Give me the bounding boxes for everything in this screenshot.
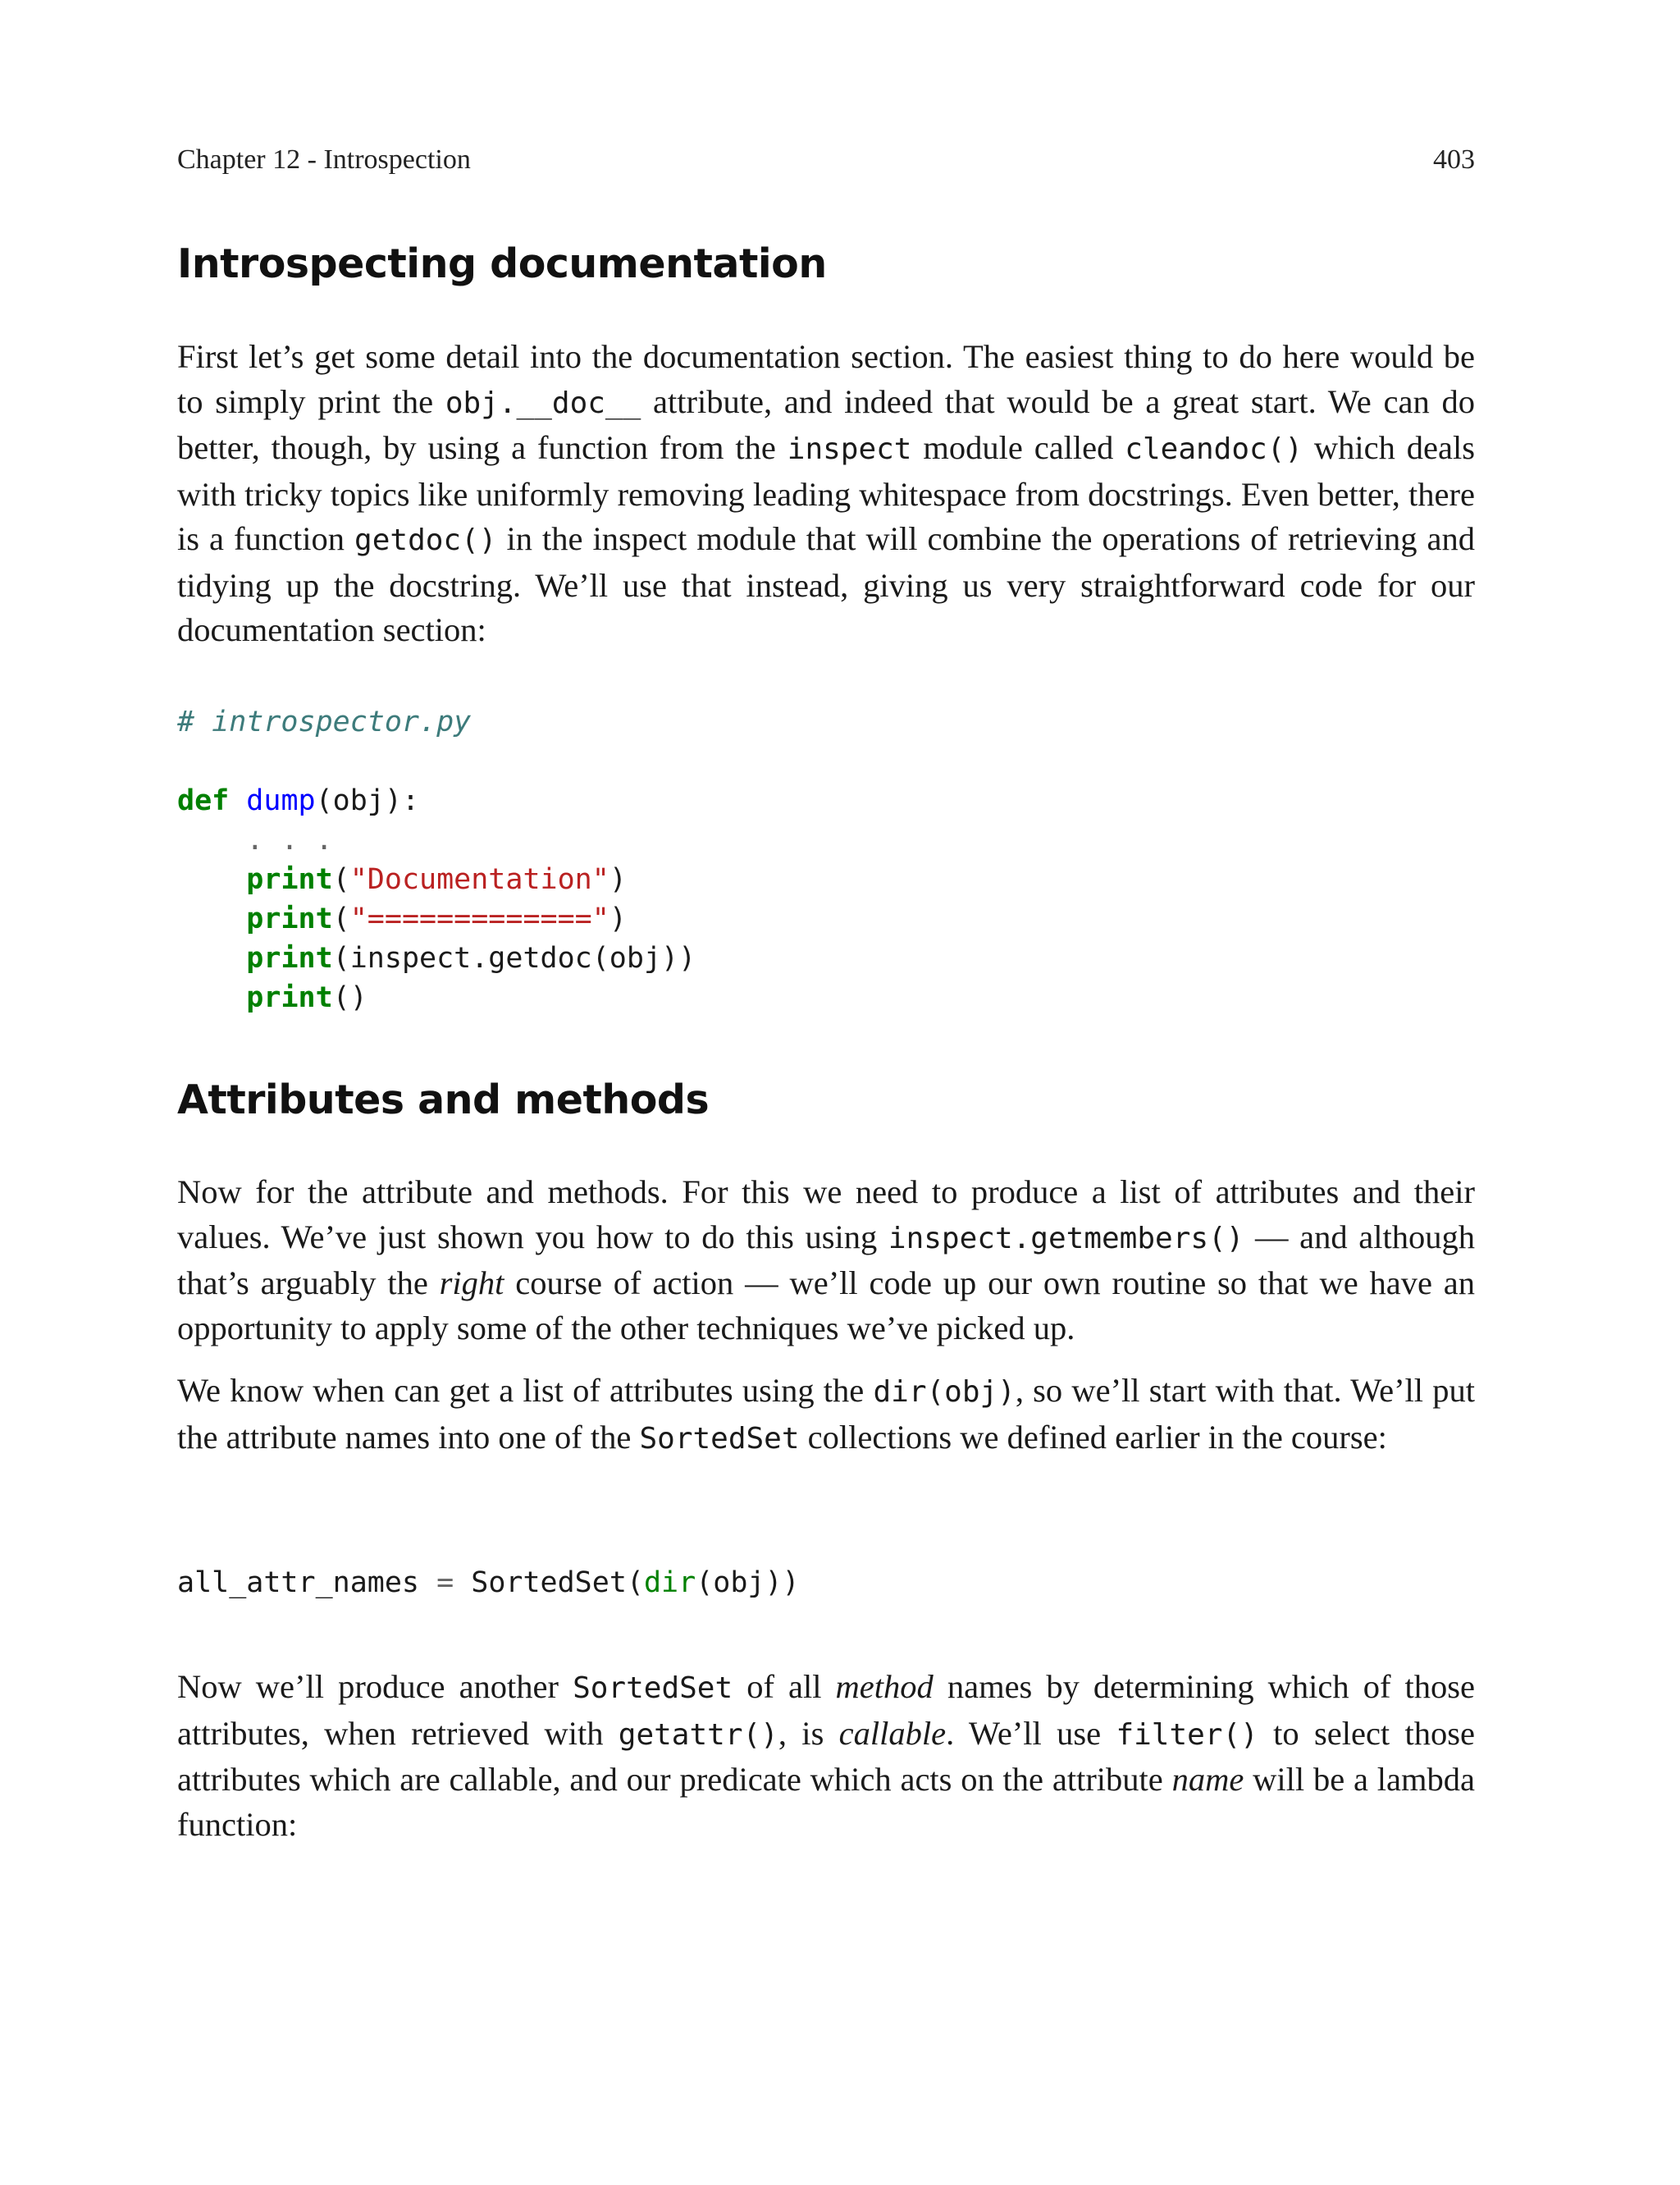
code-keyword: print bbox=[246, 942, 333, 975]
emphasis: method bbox=[835, 1668, 934, 1705]
code-string: "=============" bbox=[349, 903, 609, 935]
paragraph-method-names bbox=[177, 1665, 1475, 1847]
text-run: First let’s get some detail into the documentation section. The easiest thing to do here would be to simply print the bbox=[177, 338, 1475, 420]
code-call: (obj)) bbox=[696, 1566, 800, 1599]
code-builtin: dir bbox=[643, 1566, 696, 1599]
code-ellipsis: . . . bbox=[246, 824, 333, 857]
text-run: collections we defined earlier in the course: bbox=[799, 1418, 1387, 1456]
inline-code: cleandoc() bbox=[1125, 432, 1303, 466]
inline-code: getdoc() bbox=[354, 523, 497, 557]
code-identifier: all_attr_names bbox=[177, 1566, 420, 1599]
inline-code: inspect.getmembers() bbox=[888, 1221, 1244, 1255]
code-string: "Documentation" bbox=[349, 863, 609, 896]
text-run: Now for the attribute and methods. For this we need to produce a list of attributes and their values. We’ve just shown you how to do this using bbox=[177, 1173, 1475, 1255]
text-run: module called bbox=[911, 429, 1125, 466]
inline-code: SortedSet bbox=[573, 1671, 733, 1705]
text-run: We know when can get a list of attributes using the bbox=[177, 1372, 874, 1409]
code-call: SortedSet( bbox=[471, 1566, 644, 1599]
text-run: of all bbox=[733, 1668, 836, 1705]
code-keyword: print bbox=[246, 903, 333, 935]
code-keyword: def bbox=[177, 784, 230, 817]
section-heading-introspecting-documentation: Introspecting documentation bbox=[177, 240, 827, 287]
code-call: () bbox=[332, 981, 368, 1014]
paragraph-attributes-intro bbox=[177, 1170, 1475, 1351]
text-run: names by determining which of those attributes, when retrieved with bbox=[177, 1668, 1475, 1752]
paragraph-documentation-intro bbox=[177, 335, 1475, 653]
text-run: — and although that’s arguably the bbox=[177, 1218, 1475, 1301]
inline-code: obj.__doc__ bbox=[445, 386, 641, 420]
code-keyword: print bbox=[246, 863, 333, 896]
page-number: 403 bbox=[1433, 144, 1475, 175]
text-run: Now we’ll produce another bbox=[177, 1668, 573, 1705]
chapter-title: Chapter 12 - Introspection bbox=[177, 144, 471, 175]
code-comment: # introspector.py bbox=[177, 706, 472, 738]
emphasis: callable bbox=[838, 1714, 947, 1752]
code-keyword: print bbox=[246, 981, 333, 1014]
inline-code: SortedSet bbox=[639, 1421, 800, 1456]
text-run: attribute, and indeed that would be a great start. We can do better, though, by using a function from the bbox=[177, 382, 1476, 466]
text-run: which deals with tricky topics like uniformly removing leading whitespace from docstrings. Even better, there is a function bbox=[177, 429, 1475, 557]
emphasis: right bbox=[439, 1264, 504, 1301]
code-call: (inspect.getdoc(obj)) bbox=[332, 942, 696, 975]
code-args: (obj): bbox=[315, 784, 420, 817]
code-block-all-attr-names bbox=[177, 1563, 1475, 1602]
code-function-name: dump bbox=[246, 784, 316, 817]
code-block-dump-documentation: # introspector.py def dump(obj): . . . print("Documentation") print("=============") print(inspect.getdoc(obj)) print() bbox=[177, 706, 696, 1014]
text-run: in the inspect module that will combine the operations of retrieving and tidying up the docstring. We’ll use that instead, giving us very straightforward code for our documentation section: bbox=[177, 520, 1475, 648]
paragraph-dir-obj bbox=[177, 1369, 1475, 1461]
text-run: course of action — we’ll code up our own routine so that we have an opportunity to apply some of the other techniques we’ve picked up. bbox=[177, 1264, 1475, 1346]
inline-code: getattr() bbox=[618, 1717, 778, 1752]
text-run: to select those attributes which are callable, and our predicate which acts on the attribute bbox=[177, 1714, 1475, 1798]
text-run: , is bbox=[778, 1714, 839, 1752]
code-operator: = bbox=[436, 1566, 454, 1599]
inline-code: dir(obj) bbox=[873, 1375, 1016, 1409]
running-header bbox=[177, 144, 1475, 185]
inline-code: inspect bbox=[787, 432, 912, 466]
section-heading-attributes-and-methods: Attributes and methods bbox=[177, 1077, 710, 1123]
emphasis: name bbox=[1171, 1761, 1244, 1798]
inline-code: filter() bbox=[1116, 1717, 1258, 1752]
text-run: , so we’ll start with that. We’ll put the attribute names into one of the bbox=[177, 1372, 1475, 1456]
text-run: will be a lambda function: bbox=[177, 1761, 1475, 1843]
text-run: . We’ll use bbox=[946, 1714, 1116, 1752]
